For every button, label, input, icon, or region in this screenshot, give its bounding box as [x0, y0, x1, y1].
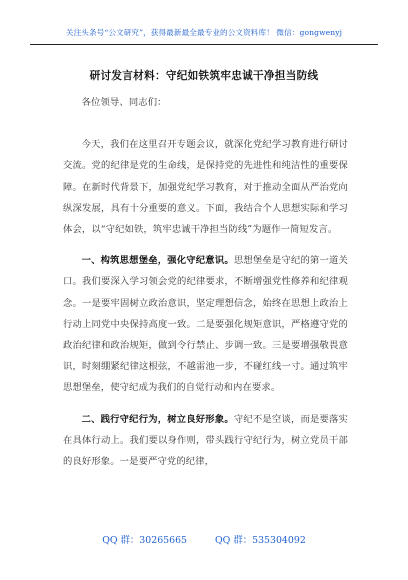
- promo-header: 关注头条号“公文研究”，获得最新最全最专业的公文资料库！ 微信：gongwenyj: [65, 28, 343, 37]
- header-divider: [30, 44, 378, 45]
- qq-footer: [0, 532, 408, 546]
- section-1-heading: 一、构筑思想堡垒，强化守纪意识。: [81, 255, 234, 267]
- section-2-text: 守纪不是空谈，而是要落实在具体行动上。我们要以身作则，带头践行守纪行为，树立党员干部的良好形象。一是要严守党的纪律，: [63, 413, 348, 468]
- section-2-heading: 二、践行守纪行为，树立良好形象。: [81, 413, 234, 425]
- salutation: 各位领导、同志们：: [81, 97, 167, 108]
- qq-group-1: QQ 群：30265665: [102, 535, 188, 546]
- section-1-text: 思想堡垒是守纪的第一道关口。我们要深入学习领会党的纪律要求，不断增强党性修养和纪律观念。一是要牢固树立政治意识，坚定理想信念，始终在思想上政治上行动上同党中央保持高度一致。二是要强化规矩意识，严格遵守党的政治纪律和政治规矩，做到令行禁止、步调一致。三是要增强敬畏意识，时刻绷紧纪律这根弦，不越雷池一步，不碰红线一寸。通过筑牢思想堡垒，使守纪成为我们的自觉行动和内在要求。: [63, 255, 348, 394]
- document-body: [63, 92, 348, 472]
- intro-paragraph: 今天，我们在这里召开专题会议，就深化党纪学习教育进行研讨交流。党的纪律是党的生命线，是保持党的先进性和纯洁性的重要保障。在新时代背景下，加强党纪学习教育，对于推动全面从严治党向纵深发展，具有十分重要的意义。下面，我结合个人思想实际和学习体会，以“守纪如铁，筑牢忠诚干净担当防线”为题作一简短发言。: [63, 139, 348, 236]
- document-title: 研讨发言材料：守纪如铁筑牢忠诚干净担当防线: [89, 70, 319, 82]
- section-1-paragraph: [63, 250, 348, 398]
- qq-group-2: QQ 群：535304092: [215, 535, 306, 546]
- section-2-paragraph: [63, 409, 348, 473]
